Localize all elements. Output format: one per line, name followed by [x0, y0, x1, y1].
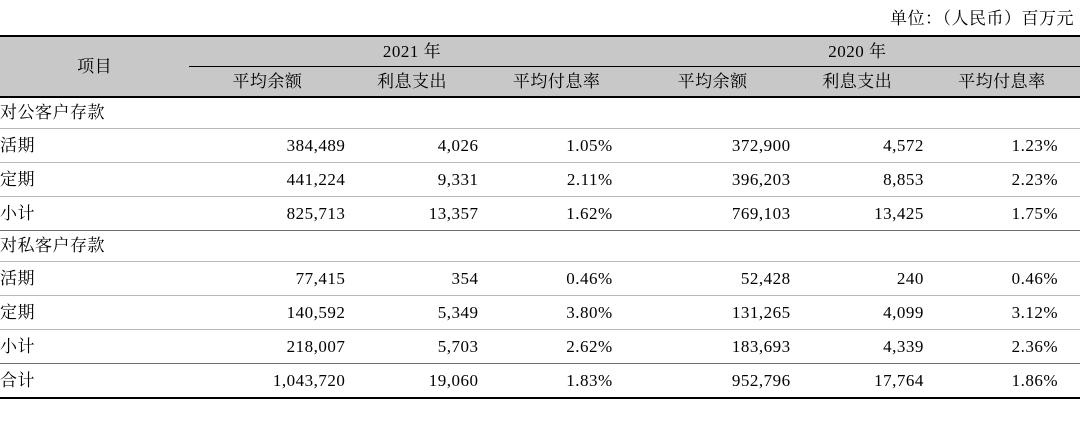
row-label: 定期 [0, 296, 189, 330]
cell-value: 19,060 [428, 371, 479, 390]
row-label: 小计 [0, 197, 189, 231]
cell-value: 13,425 [791, 197, 924, 231]
table-row [0, 296, 1080, 330]
header-avg-rate-2020: 平均付息率 [924, 67, 1080, 98]
cell-value: 396,203 [635, 163, 791, 197]
cell-value: 183,693 [635, 330, 791, 364]
cell-value: 1.86% [1011, 371, 1058, 390]
row-label: 小计 [0, 330, 189, 364]
cell-value: 4,339 [791, 330, 924, 364]
table-row [0, 262, 1080, 296]
cell-value: 4,099 [791, 296, 924, 330]
cell-value: 1.23% [924, 129, 1080, 163]
header-year-2020: 2020 年 [635, 36, 1080, 67]
row-label: 对公客户存款 [0, 97, 1080, 129]
row-label: 定期 [0, 163, 189, 197]
cell-value: 952,796 [731, 371, 791, 390]
cell-value: 13,357 [345, 197, 478, 231]
cell-value: 5,349 [345, 296, 478, 330]
cell-value: 5,703 [345, 330, 478, 364]
table-row [0, 197, 1080, 231]
table-row [0, 97, 1080, 129]
cell-value: 354 [345, 262, 478, 296]
cell-value: 1,043,720 [272, 371, 346, 390]
header-interest-expense-2021: 利息支出 [345, 67, 478, 98]
deposit-cost-table [0, 35, 1080, 399]
cell-value: 240 [791, 262, 924, 296]
cell-value: 384,489 [189, 129, 345, 163]
table-row [0, 364, 1080, 399]
cell-value: 218,007 [189, 330, 345, 364]
cell-value: 3.12% [924, 296, 1080, 330]
table-row [0, 163, 1080, 197]
cell-value: 4,572 [791, 129, 924, 163]
cell-value: 52,428 [635, 262, 791, 296]
header-avg-balance-2020: 平均余额 [635, 67, 791, 98]
cell-value: 1.75% [924, 197, 1080, 231]
cell-value: 140,592 [189, 296, 345, 330]
cell-value: 3.80% [479, 296, 635, 330]
cell-value: 0.46% [479, 262, 635, 296]
cell-value: 2.62% [479, 330, 635, 364]
header-item: 项目 [0, 36, 189, 97]
header-avg-balance-2021: 平均余额 [189, 67, 345, 98]
row-label: 活期 [0, 129, 189, 163]
unit-note: 单位：（人民币）百万元 [890, 9, 1074, 28]
header-avg-rate-2021: 平均付息率 [479, 67, 635, 98]
table-row [0, 129, 1080, 163]
table-header-row-years [0, 36, 1080, 67]
cell-value: 17,764 [874, 371, 924, 390]
cell-value: 1.83% [566, 371, 613, 390]
cell-value: 2.23% [924, 163, 1080, 197]
header-year-2021: 2021 年 [189, 36, 634, 67]
cell-value: 131,265 [635, 296, 791, 330]
row-label: 活期 [0, 262, 189, 296]
row-label: 合计 [0, 371, 35, 390]
cell-value: 9,331 [345, 163, 478, 197]
cell-value: 2.36% [924, 330, 1080, 364]
cell-value: 2.11% [479, 163, 635, 197]
row-label: 对私客户存款 [0, 231, 1080, 262]
cell-value: 441,224 [189, 163, 345, 197]
cell-value: 1.62% [479, 197, 635, 231]
cell-value: 77,415 [189, 262, 345, 296]
table-row [0, 231, 1080, 262]
cell-value: 0.46% [924, 262, 1080, 296]
cell-value: 825,713 [189, 197, 345, 231]
header-interest-expense-2020: 利息支出 [791, 67, 924, 98]
cell-value: 372,900 [635, 129, 791, 163]
cell-value: 1.05% [479, 129, 635, 163]
cell-value: 8,853 [791, 163, 924, 197]
cell-value: 769,103 [635, 197, 791, 231]
table-row [0, 330, 1080, 364]
cell-value: 4,026 [345, 129, 478, 163]
